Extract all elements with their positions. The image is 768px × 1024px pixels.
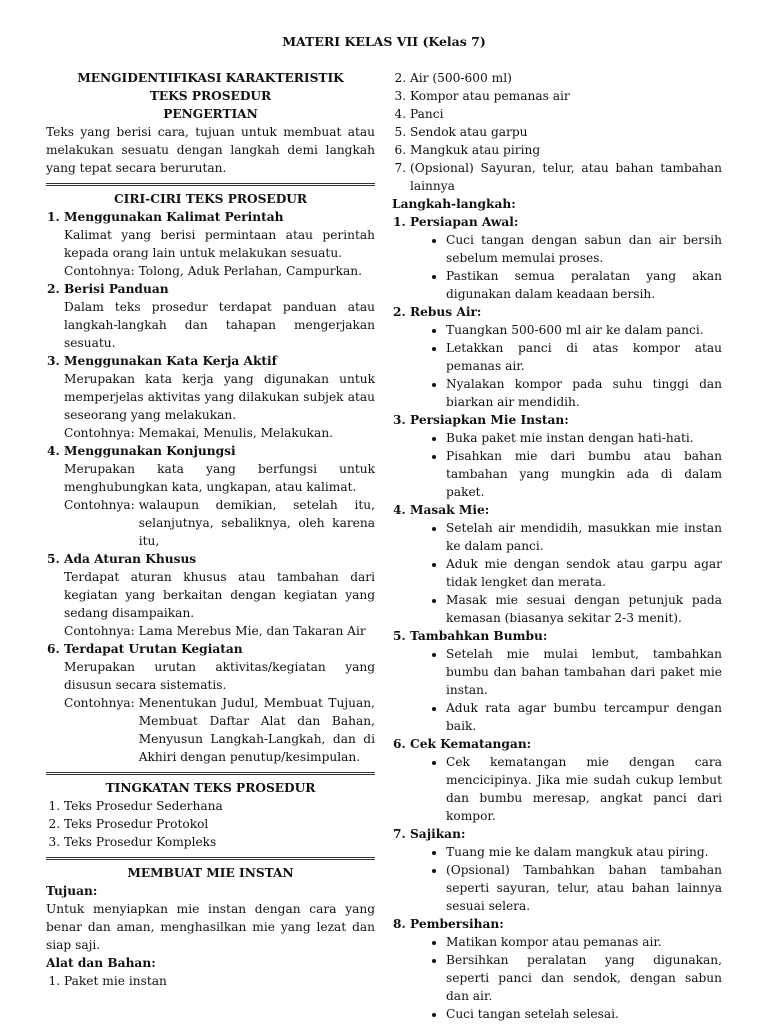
step-bullet: • Cuci tangan dengan sabun dan air bersih sebelum memulai proses. [446,231,722,267]
step-item [410,411,722,501]
step-bullets [410,843,722,915]
alat-item: 5. Sendok atau garpu [410,123,722,141]
step-bullet: • Cuci tangan setelah selesai. [446,1005,722,1023]
ciri-title: 3. Menggunakan Kata Kerja Aktif [64,354,277,368]
step-bullet: • Aduk rata agar bumbu tercampur dengan baik. [446,699,722,735]
step-item [410,627,722,735]
example-text: Menentukan Judul, Membuat Tujuan, Membuat Daftar Alat dan Bahan, Menyusun Langkah-Langkah, dan di Akhiri dengan penutup/kesimpulan. [138,696,375,764]
step-bullet: • Cek kematangan mie dengan cara mencicipinya. Jika mie sudah cukup lembut dan bumbu meresap, angkat panci dari kompor. [446,753,722,825]
step-bullet: • Masak mie sesuai dengan petunjuk pada kemasan (biasanya sekitar 2-3 menit). [446,591,722,627]
ciri-title: 6. Terdapat Urutan Kegiatan [64,642,243,656]
step-bullet: • Pisahkan mie dari bumbu atau bahan tambahan yang mungkin ada di dalam paket. [446,447,722,501]
step-bullet: • Nyalakan kompor pada suhu tinggi dan biarkan air mendidih. [446,375,722,411]
step-title: 7. Sajikan: [410,827,466,841]
step-title: 8. Pembersihan: [410,917,504,931]
step-bullet: • Setelah mie mulai lembut, tambahkan bumbu dan bahan tambahan dari paket mie instan. [446,645,722,699]
step-bullets [410,231,722,303]
step-bullet: • Tuang mie ke dalam mangkuk atau piring. [446,843,722,861]
right-column [392,69,722,1023]
ciri-item [64,280,375,352]
alat-item: 3. Kompor atau pemanas air [410,87,722,105]
definition-text: Teks yang berisi cara, tujuan untuk membuat atau melakukan sesuatu dengan langkah demi langkah yang tepat secara berurutan. [46,125,375,175]
langkah-label: Langkah-langkah: [392,197,516,211]
ciri-item [64,442,375,550]
step-bullet: • Matikan kompor atau pemanas air. [446,933,722,951]
tingkatan-item: 2. Teks Prosedur Protokol [64,815,375,833]
ciri-example [64,496,375,550]
step-title: 4. Masak Mie: [410,503,490,517]
ciri-desc: Merupakan kata kerja yang digunakan untuk memperjelas aktivitas yang dilakukan subjek atau seseorang yang melakukan. [64,372,375,422]
step-bullet: • Tuangkan 500-600 ml air ke dalam panci. [446,321,722,339]
alat-list [46,972,375,990]
ciri-example: Contohnya: Tolong, Aduk Perlahan, Campurkan. [64,264,363,278]
example-label: Contohnya: [64,498,135,512]
tingkatan-item: 3. Teks Prosedur Kompleks [64,833,375,851]
left-column [46,69,375,990]
example-label: Contohnya: [64,696,135,710]
step-item [410,213,722,303]
step-title: 6. Cek Kematangan: [410,737,532,751]
step-bullets [410,321,722,411]
ciri-item [64,640,375,766]
ciri-example: Contohnya: Lama Merebus Mie, dan Takaran Air [64,624,366,638]
mie-heading: MEMBUAT MIE INSTAN [127,866,294,880]
step-item [410,825,722,915]
step-item [410,303,722,411]
main-heading-line2: TEKS PROSEDUR [149,89,272,103]
alat-list-continued [392,69,722,195]
ciri-title: 4. Menggunakan Konjungsi [64,444,236,458]
step-bullet: • Aduk mie dengan sendok atau garpu agar tidak lengket dan merata. [446,555,722,591]
main-heading-line1: MENGIDENTIFIKASI KARAKTERISTIK [77,71,344,85]
ciri-desc: Merupakan kata yang berfungsi untuk menghubungkan kata, ungkapan, atau kalimat. [64,462,375,494]
step-bullet: • Buka paket mie instan dengan hati-hati. [446,429,722,447]
section-divider [46,183,375,186]
section-divider [46,772,375,775]
step-title: 1. Persiapan Awal: [410,215,519,229]
ciri-heading: CIRI-CIRI TEKS PROSEDUR [113,192,308,206]
step-bullets [410,519,722,627]
section-divider [46,857,375,860]
step-bullets [410,933,722,1023]
ciri-item [64,550,375,640]
ciri-desc: Merupakan urutan aktivitas/kegiatan yang disusun secara sistematis. [64,660,375,692]
ciri-example: Contohnya: Memakai, Menulis, Melakukan. [64,426,334,440]
tujuan-text: Untuk menyiapkan mie instan dengan cara yang benar dan aman, menghasilkan mie yang lezat dan siap saji. [46,902,375,952]
step-bullets [410,429,722,501]
tingkatan-item: 1. Teks Prosedur Sederhana [64,797,375,815]
step-bullets [410,753,722,825]
step-title: 3. Persiapkan Mie Instan: [410,413,569,427]
pengertian-heading: PENGERTIAN [163,107,258,121]
ciri-desc: Terdapat aturan khusus atau tambahan dari kegiatan yang berkaitan dengan kegiatan yang sedang disampaikan. [64,570,375,620]
step-bullet: • (Opsional) Tambahkan bahan tambahan seperti sayuran, telur, atau bahan lainnya sesuai selera. [446,861,722,915]
alat-item: 6. Mangkuk atau piring [410,141,722,159]
tingkatan-list [46,797,375,851]
alat-item: 2. Air (500-600 ml) [410,69,722,87]
step-bullet: • Setelah air mendidih, masukkan mie instan ke dalam panci. [446,519,722,555]
alat-label: Alat dan Bahan: [46,956,156,970]
step-item [410,501,722,627]
ciri-example [64,694,375,766]
ciri-list [46,208,375,766]
ciri-item [64,352,375,442]
step-title: 2. Rebus Air: [410,305,482,319]
steps-list [392,213,722,1023]
ciri-title: 5. Ada Aturan Khusus [64,552,197,566]
tingkatan-heading: TINGKATAN TEKS PROSEDUR [105,781,316,795]
step-bullet: • Pastikan semua peralatan yang akan digunakan dalam keadaan bersih. [446,267,722,303]
alat-item: 1. Paket mie instan [64,972,375,990]
ciri-title: 2. Berisi Panduan [64,282,169,296]
alat-item: 7. (Opsional) Sayuran, telur, atau bahan tambahan lainnya [410,159,722,195]
ciri-desc: Dalam teks prosedur terdapat panduan atau langkah-langkah dan tahapan mengerjakan sesuatu. [64,300,375,350]
example-text: walaupun demikian, setelah itu, selanjutnya, sebaliknya, oleh karena itu, [138,498,375,548]
ciri-desc: Kalimat yang berisi permintaan atau perintah kepada orang lain untuk melakukan sesuatu. [64,228,375,260]
ciri-title: 1. Menggunakan Kalimat Perintah [64,210,284,224]
alat-item: 4. Panci [410,105,722,123]
step-bullet: • Bersihkan peralatan yang digunakan, seperti panci dan sendok, dengan sabun dan air. [446,951,722,1005]
step-item [410,915,722,1023]
step-bullet: • Letakkan panci di atas kompor atau pemanas air. [446,339,722,375]
step-title: 5. Tambahkan Bumbu: [410,629,548,643]
tujuan-label: Tujuan: [46,884,98,898]
page-title: MATERI KELAS VII (Kelas 7) [282,34,486,49]
step-bullets [410,645,722,735]
ciri-item [64,208,375,280]
step-item [410,735,722,825]
